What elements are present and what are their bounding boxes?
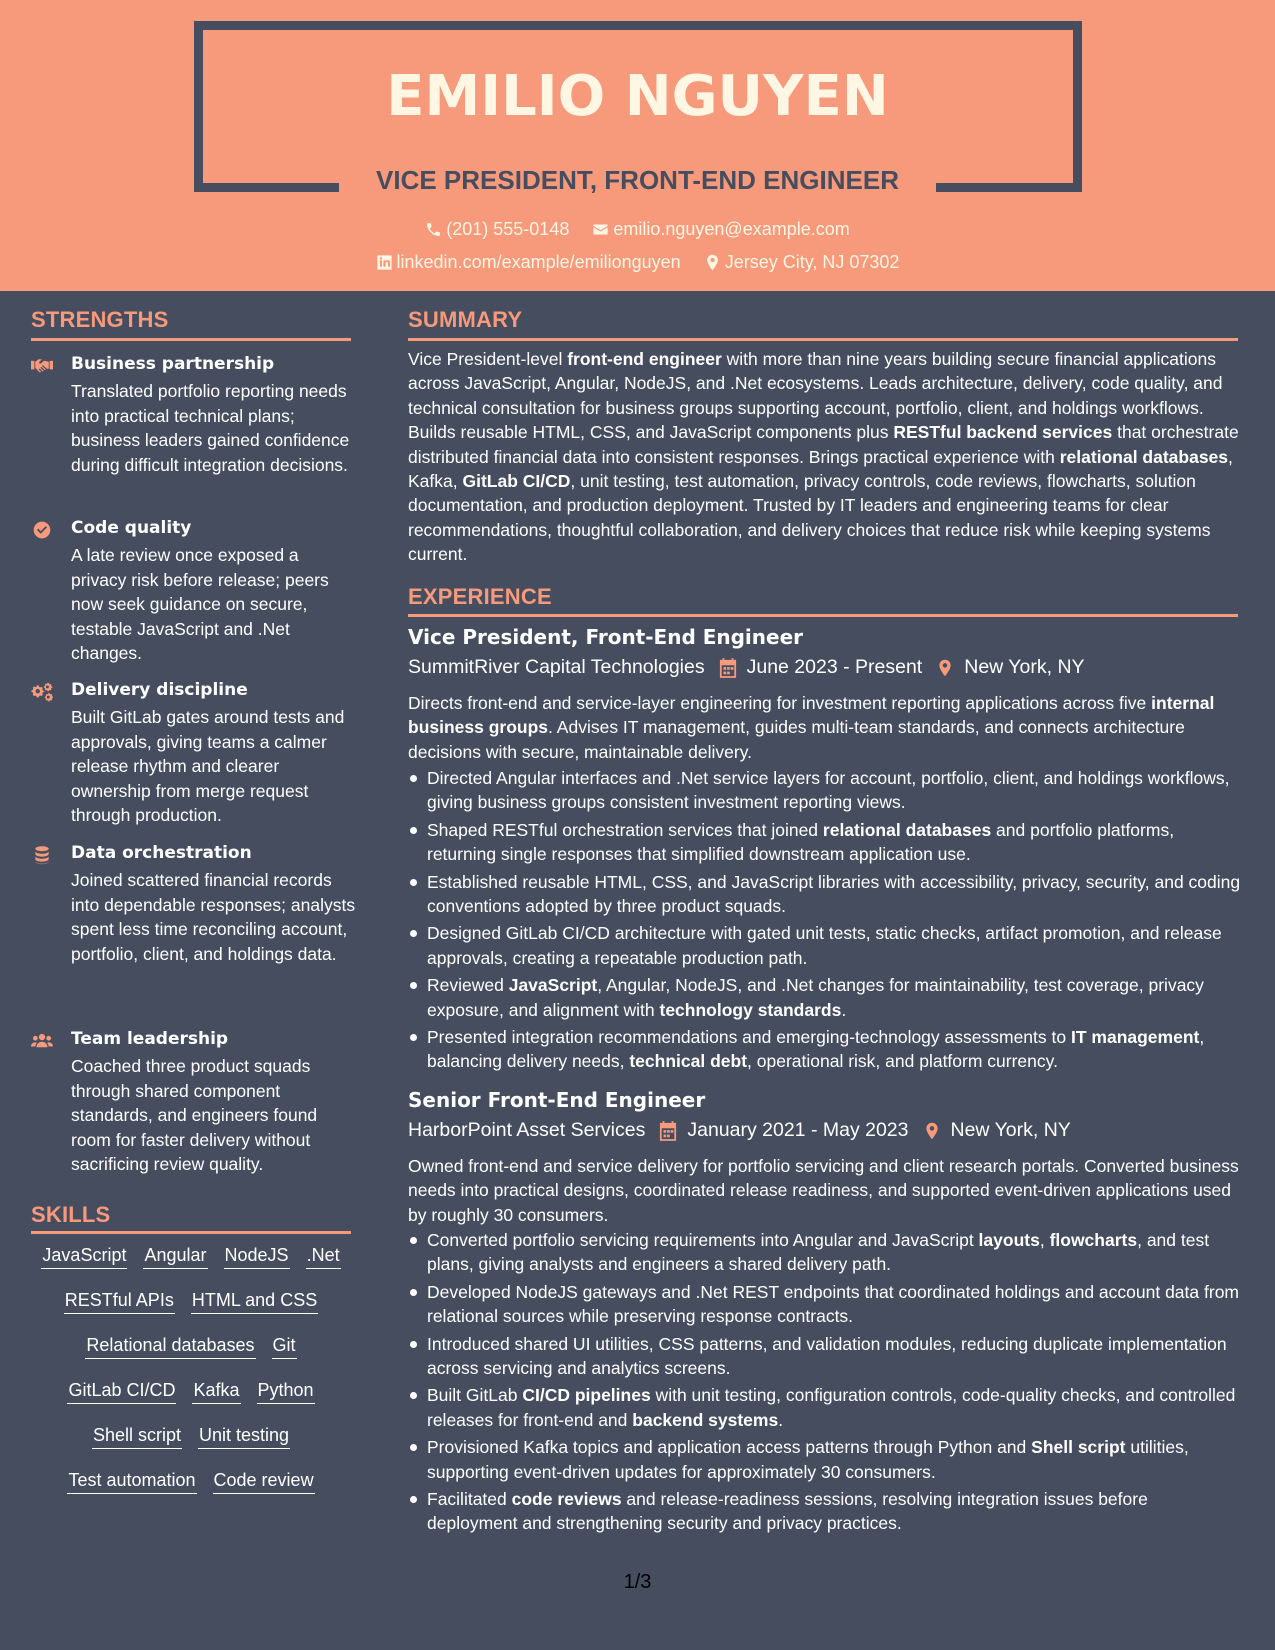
bold-text: flowcharts — [1049, 1230, 1138, 1250]
skill-tag: Git — [272, 1335, 297, 1359]
job-description — [408, 691, 1243, 764]
skill-tag: Relational databases — [85, 1335, 255, 1359]
job-title: Vice President, Front-End Engineer — [408, 625, 804, 649]
text-segment: Built GitLab — [427, 1385, 523, 1406]
bold-text: relational databases — [822, 819, 992, 840]
map-pin-icon — [923, 1121, 941, 1141]
strength-body: Coached three product squads through shared component standards, and engineers found room for faster delivery without sacrificing review quality. — [71, 1056, 318, 1175]
strength-title: Team leadership — [71, 1029, 229, 1049]
job-description — [408, 1154, 1243, 1227]
text-segment: with unit testing, configuration controls, code-quality checks, and controlled releases for front-end and — [427, 1385, 1236, 1430]
bold-text: backend systems — [632, 1409, 779, 1430]
skills-title: SKILLS — [31, 1202, 111, 1227]
location-text: Jersey City, NJ 07302 — [724, 252, 900, 272]
skills-rule — [31, 1231, 351, 1234]
page-number: 1/3 — [623, 1571, 652, 1593]
bold-text: layouts — [978, 1230, 1040, 1250]
bold-text: RESTful backend services — [893, 422, 1113, 443]
strength-title: Business partnership — [71, 354, 275, 374]
text-segment: , unit testing, test automation, privacy controls, code reviews, flowcharts, solution documentation, and production deployment. Trusted by IT leaders and engineering teams for clear recommendations, thoughtful collaboration, and delivery choices that reduce risk while keeping systems current. — [408, 471, 1211, 565]
bold-text: CI/CD pipelines — [522, 1385, 651, 1406]
text-segment: that orchestrate distributed financial data into consistent responses. Brings practical experience with — [408, 422, 1239, 467]
strength-title: Data orchestration — [71, 843, 252, 863]
linkedin-contact[interactable] — [376, 252, 681, 273]
text-segment: Shaped RESTful orchestration services that joined — [427, 819, 823, 840]
summary-title: SUMMARY — [408, 307, 523, 332]
text-segment: Established reusable HTML, CSS, and JavaScript libraries with accessibility, privacy, security, and coding conventions adopted by three product squads. — [427, 871, 1241, 917]
envelope-icon — [592, 221, 609, 238]
bold-text: technical debt — [629, 1051, 748, 1072]
job-location: New York, NY — [964, 656, 1085, 678]
contact-line-2 — [0, 252, 1275, 276]
skill-row — [31, 1290, 351, 1335]
email-contact[interactable] — [592, 219, 849, 240]
bold-text: front-end engineer — [567, 349, 722, 369]
email-text[interactable]: emilio.nguyen@example.com — [613, 219, 850, 239]
location-contact — [704, 252, 900, 273]
bold-text: relational databases — [1059, 446, 1229, 467]
skills-list — [31, 1245, 351, 1515]
text-segment: and release-readiness sessions, resolving integration issues before deployment and strengthening security and privacy practices. — [427, 1489, 1148, 1534]
users-icon — [31, 1031, 53, 1051]
check-circle-icon — [31, 520, 53, 540]
job-bullet — [408, 1332, 1243, 1381]
job-bullet — [408, 818, 1243, 867]
phone-text: (201) 555-0148 — [446, 219, 570, 239]
linkedin-text[interactable]: linkedin.com/example/emilionguyen — [396, 252, 681, 272]
bold-text: IT management — [1070, 1027, 1200, 1048]
phone-contact — [425, 219, 569, 240]
skill-tag: GitLab CI/CD — [67, 1380, 176, 1404]
experience-title: EXPERIENCE — [408, 584, 552, 609]
text-segment: Facilitated — [427, 1489, 512, 1510]
text-segment: Vice President-level — [408, 349, 568, 369]
text-segment: with more than nine years building secure financial applications across JavaScript, Angular, NodeJS, and .Net ecosystems. Leads architecture, delivery, code quality, and technical consultation for business groups supporting account, portfolio, client, and holdings workflows. Builds reusable HTML, CSS, and JavaScript components plus — [408, 349, 1223, 443]
skill-tag: HTML and CSS — [191, 1290, 318, 1314]
text-segment: Directed Angular interfaces and .Net service layers for account, portfolio, client, and holdings workflows, giving business groups consistent investment reporting views. — [427, 768, 1230, 813]
job-dates: January 2021 - May 2023 — [687, 1119, 909, 1141]
map-pin-icon — [936, 658, 954, 678]
candidate-name: EMILIO NGUYEN — [386, 64, 889, 129]
text-segment: Provisioned Kafka topics and application access patterns through Python and — [427, 1437, 1032, 1458]
text-segment: Developed NodeJS gateways and .Net REST endpoints that coordinated holdings and account data from relational sources while preserving response contracts. — [427, 1281, 1239, 1327]
bold-text: Shell script — [1031, 1437, 1126, 1458]
summary-rule — [408, 338, 1238, 341]
text-segment: Directs front-end and service-layer engineering for investment reporting applications across five — [408, 693, 1152, 713]
text-segment: , Angular, NodeJS, and .Net changes for maintainability, test coverage, privacy exposure, and alignment with — [427, 975, 1204, 1020]
skill-tag: Code review — [213, 1470, 315, 1494]
job-title: Senior Front-End Engineer — [408, 1088, 706, 1112]
skill-row — [31, 1245, 351, 1290]
handshake-icon — [31, 356, 53, 376]
text-segment: Reviewed — [427, 975, 509, 996]
job-bullet — [408, 1280, 1243, 1329]
job-bullet — [408, 1435, 1243, 1484]
text-segment: , — [1039, 1230, 1050, 1250]
skill-row — [31, 1380, 351, 1425]
job-bullet — [408, 870, 1243, 919]
summary-text — [408, 347, 1243, 567]
strength-title: Delivery discipline — [71, 680, 248, 700]
gears-icon — [31, 682, 53, 702]
strengths-title: STRENGTHS — [31, 307, 169, 332]
text-segment: Designed GitLab CI/CD architecture with gated unit tests, static checks, artifact promotion, and release approvals, creating a repeatable production path. — [427, 923, 1222, 968]
calendar-icon — [719, 658, 737, 678]
bold-text: code reviews — [511, 1489, 622, 1510]
text-segment: , balancing delivery needs, — [427, 1027, 1205, 1072]
strengths-rule — [31, 338, 351, 341]
phone-icon — [425, 221, 442, 238]
text-segment: Owned front-end and service delivery for portfolio servicing and client research portals. Converted business needs into practical designs, coordinated release readiness, and supported event-driven applications used by roughly 30 consumers. — [408, 1156, 1239, 1225]
text-segment: . Advises IT management, guides multi-team standards, and connects architecture decisions with secure, maintainable delivery. — [408, 717, 1185, 762]
map-pin-icon — [704, 254, 721, 271]
text-segment: . — [841, 999, 847, 1020]
text-segment: , and test plans, giving analysts and engineers a shared delivery path. — [427, 1230, 1210, 1275]
bold-text: JavaScript — [508, 975, 598, 996]
job-meta — [408, 656, 1085, 679]
skill-tag: Kafka — [192, 1380, 240, 1404]
job-company: SummitRiver Capital Technologies — [408, 656, 705, 678]
job-bullet — [408, 1383, 1243, 1432]
job-meta — [408, 1119, 1071, 1142]
strength-body: A late review once exposed a privacy risk before release; peers now seek guidance on secure, testable JavaScript and .Net changes. — [71, 545, 329, 664]
job-bullets — [408, 766, 1243, 1077]
calendar-icon — [659, 1121, 677, 1141]
job-bullet — [408, 766, 1243, 815]
skill-tag: Shell script — [92, 1425, 182, 1449]
text-segment: utilities, supporting event-driven updates for approximately 30 consumers. — [427, 1437, 1189, 1482]
text-segment: Presented integration recommendations and emerging-technology assessments to — [427, 1027, 1071, 1048]
job-company: HarborPoint Asset Services — [408, 1119, 646, 1141]
job-dates: June 2023 - Present — [746, 656, 923, 678]
skill-tag: Test automation — [67, 1470, 196, 1494]
job-bullets — [408, 1228, 1243, 1539]
skill-row — [31, 1425, 351, 1470]
skill-tag: Python — [257, 1380, 315, 1404]
skill-tag: Unit testing — [198, 1425, 290, 1449]
strength-body: Joined scattered financial records into dependable responses; analysts spent less time reconciling account, portfolio, client, and holdings data. — [71, 870, 356, 964]
job-bullet — [408, 1228, 1243, 1277]
strength-body: Built GitLab gates around tests and approvals, giving teams a calmer release rhythm and clearer ownership from merge request through production. — [71, 707, 345, 826]
skill-tag: NodeJS — [224, 1245, 290, 1269]
candidate-role: VICE PRESIDENT, FRONT-END ENGINEER — [376, 165, 899, 195]
contact-line-1 — [0, 219, 1275, 243]
bold-text: GitLab CI/CD — [462, 471, 571, 492]
database-icon — [31, 845, 53, 865]
experience-rule — [408, 614, 1238, 617]
text-segment: Introduced shared UI utilities, CSS patterns, and validation modules, reducing duplicate implementation across servicing and analytics screens. — [427, 1333, 1227, 1379]
text-segment: , Kafka, — [408, 446, 1233, 492]
skill-tag: JavaScript — [41, 1245, 127, 1269]
bold-text: internal business groups — [408, 693, 1215, 738]
job-bullet — [408, 1025, 1243, 1074]
skill-tag: RESTful APIs — [64, 1290, 175, 1314]
skill-tag: Angular — [143, 1245, 207, 1269]
skill-tag: .Net — [306, 1245, 341, 1269]
bold-text: technology standards — [659, 999, 842, 1020]
text-segment: . — [778, 1409, 784, 1430]
text-segment: , operational risk, and platform currency. — [747, 1051, 1058, 1072]
skill-row — [31, 1470, 351, 1515]
strength-title: Code quality — [71, 518, 192, 538]
job-bullet — [408, 921, 1243, 970]
text-segment: Converted portfolio servicing requirements into Angular and JavaScript — [427, 1230, 979, 1250]
job-bullet — [408, 1487, 1243, 1536]
job-bullet — [408, 973, 1243, 1022]
linkedin-icon — [376, 254, 393, 271]
strength-body: Translated portfolio reporting needs into practical technical plans; business leaders gained confidence during difficult integration decisions. — [71, 381, 350, 475]
skill-row — [31, 1335, 351, 1380]
text-segment: and portfolio platforms, returning single responses that simplified downstream application use. — [427, 819, 1175, 865]
job-location: New York, NY — [950, 1119, 1071, 1141]
